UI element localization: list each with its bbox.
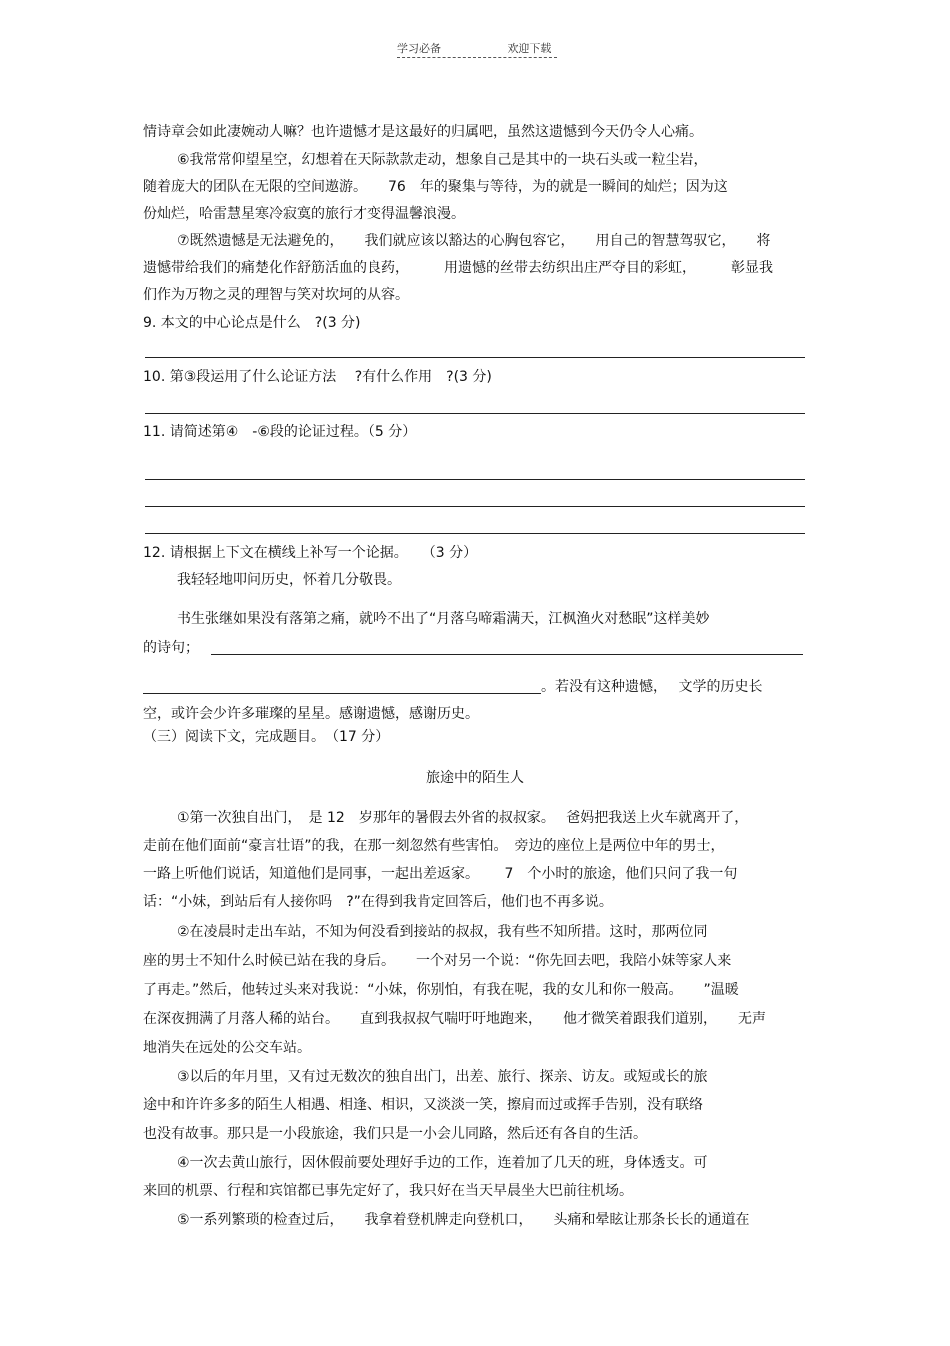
answer-line[interactable] bbox=[145, 533, 805, 534]
question-10: 10. 第③段运用了什么论证方法 ?有什么作用 ?(3 分) bbox=[143, 369, 492, 385]
text-line: 走前在他们面前“豪言壮语”的我，在那一刻忽然有些害怕。 旁边的座位上是两位中年的男士， bbox=[143, 838, 725, 854]
text-line: 来回的机票、行程和宾馆都已事先定好了，我只好在当天早晨坐大巴前往机场。 bbox=[143, 1183, 633, 1199]
text-line: ③以后的年月里，又有过无数次的独自出门，出差、旅行、探亲、访友。或短或长的旅 bbox=[177, 1069, 708, 1085]
text-line: ⑥我常常仰望星空，幻想着在天际款款走动，想象自己是其中的一块石头或一粒尘岩， bbox=[177, 152, 708, 168]
text-line: 情诗章会如此凄婉动人嘛？也许遗憾才是这最好的归属吧，虽然这遗憾到今天仍令人心痛。 bbox=[143, 124, 703, 140]
text-line: 一路上听他们说话，知道他们是同事，一起出差返家。 7 个小时的旅途，他们只问了我一句 bbox=[143, 866, 738, 882]
answer-line[interactable] bbox=[145, 506, 805, 507]
text-line: 地消失在远处的公交车站。 bbox=[143, 1040, 311, 1056]
fill-in-blank[interactable] bbox=[143, 693, 541, 694]
header-left: 学习必备 bbox=[397, 42, 441, 55]
text-line: 们作为万物之灵的理智与笑对坎坷的从容。 bbox=[143, 287, 409, 303]
answer-line[interactable] bbox=[145, 413, 805, 414]
text-line: 话：“小妹，到站后有人接你吗 ?”在得到我肯定回答后，他们也不再多说。 bbox=[143, 894, 613, 910]
text-line: 份灿烂，哈雷慧星寒冷寂寞的旅行才变得温馨浪漫。 bbox=[143, 206, 465, 222]
page-header bbox=[397, 40, 557, 56]
text-line: 书生张继如果没有落第之痛，就吟不出了“月落乌啼霜满天，江枫渔火对愁眠”这样美妙 bbox=[177, 611, 710, 627]
text-line: ②在凌晨时走出车站，不知为何没看到接站的叔叔，我有些不知所措。这时，那两位同 bbox=[177, 924, 708, 940]
text-line: ⑦既然遗憾是无法避免的， 我们就应该以豁达的心胸包容它， 用自己的智慧驾驭它， 将 bbox=[177, 233, 771, 249]
header-right: 欢迎下载 bbox=[507, 42, 552, 55]
text-line: 途中和许许多多的陌生人相遇、相逢、相识，又淡淡一笑，擦肩而过或挥手告别，没有联络 bbox=[143, 1097, 703, 1113]
answer-line[interactable] bbox=[145, 357, 805, 358]
text-line: 也没有故事。那只是一小段旅途，我们只是一小会儿同路，然后还有各自的生活。 bbox=[143, 1126, 647, 1142]
text-line: 随着庞大的团队在无限的空间遨游。 76 年的聚集与等待，为的就是一瞬间的灿烂；因为这 bbox=[143, 179, 728, 195]
question-11: 11. 请简述第④ -⑥段的论证过程。（5 分） bbox=[143, 424, 417, 440]
section-heading: （三）阅读下文，完成题目。 （17 分） bbox=[143, 729, 390, 745]
fill-in-blank[interactable] bbox=[211, 654, 803, 655]
text-fragment: 。若没有这种遗憾， 文学的历史长 bbox=[541, 679, 763, 695]
question-9: 9. 本文的中心论点是什么 ?(3 分) bbox=[143, 315, 361, 331]
text-line: ①第一次独自出门， 是 12 岁那年的暑假去外省的叔叔家。 爸妈把我送上火车就离开了， bbox=[177, 810, 749, 826]
question-12: 12. 请根据上下文在横线上补写一个论据。 （3 分） bbox=[143, 545, 478, 561]
header-divider bbox=[397, 57, 557, 58]
text-line: 我轻轻地叩问历史，怀着几分敬畏。 bbox=[177, 572, 401, 588]
text-line bbox=[143, 639, 803, 657]
text-fragment: 的诗句； bbox=[143, 640, 199, 656]
text-line: ④一次去黄山旅行，因休假前要处理好手边的工作，连着加了几天的班，身体透支。可 bbox=[177, 1155, 708, 1171]
text-line: 遗憾带给我们的痛楚化作舒筋活血的良药， 用遗憾的丝带去纺织出庄严夺目的彩虹， 彰显我 bbox=[143, 260, 773, 276]
text-line: 座的男士不知什么时候已站在我的身后。 一个对另一个说：“你先回去吧，我陪小妹等家人来 bbox=[143, 953, 732, 969]
article-title: 旅途中的陌生人 bbox=[426, 770, 524, 786]
text-line bbox=[143, 678, 762, 696]
answer-line[interactable] bbox=[145, 479, 805, 480]
text-line: 空，或许会少许多璀璨的星星。感谢遗憾，感谢历史。 bbox=[143, 706, 479, 722]
text-line: 在深夜拥满了月落人稀的站台。 直到我叔叔气喘吁吁地跑来， 他才微笑着跟我们道别， 无声 bbox=[143, 1011, 766, 1027]
text-line: ⑤一系列繁琐的检查过后， 我拿着登机牌走向登机口， 头痛和晕眩让那条长长的通道在 bbox=[177, 1212, 750, 1228]
text-line: 了再走。”然后，他转过头来对我说：“小妹，你别怕，有我在呢，我的女儿和你一般高。 ”温暖 bbox=[143, 982, 739, 998]
